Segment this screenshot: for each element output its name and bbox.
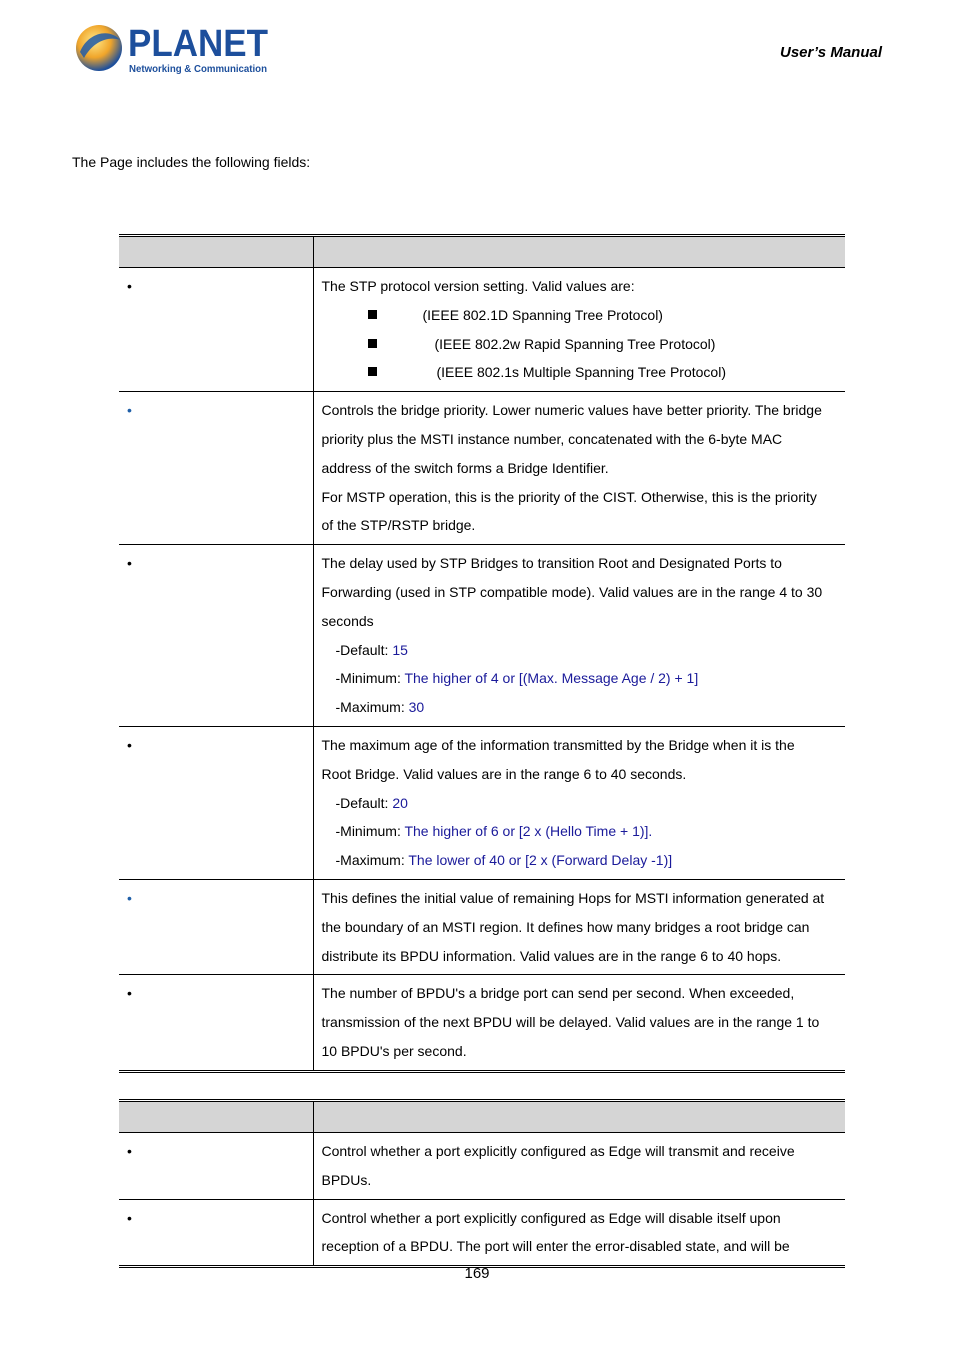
desc-line: BPDUs. (321, 1171, 372, 1188)
description-cell (313, 392, 845, 545)
minimum-value: The higher of 6 or [2 x (Hello Time + 1)]. (404, 823, 653, 840)
version-text: (IEEE 802.1s Multiple Spanning Tree Protocol) (436, 364, 726, 381)
desc-line: The maximum age of the information transmitted by the Bridge when it is the (321, 736, 795, 753)
desc-line: address of the switch forms a Bridge Identifier. (321, 459, 609, 476)
default-value: 20 (392, 794, 408, 811)
desc-line: of the STP/RSTP bridge. (321, 517, 476, 534)
description-cell (313, 726, 845, 879)
default-line (322, 636, 838, 665)
object-cell (119, 545, 313, 727)
default-value: 15 (392, 641, 408, 658)
table-row (119, 268, 845, 392)
bullet-icon: • (127, 278, 132, 294)
bullet-icon: • (127, 889, 132, 906)
desc-line: transmission of the next BPDU will be delayed. Valid values are in the range 1 to (321, 1014, 820, 1031)
desc-line: Control whether a port explicitly configured as Edge will disable itself upon (321, 1209, 781, 1226)
default-label: -Default: (335, 641, 393, 658)
desc-line: priority plus the MSTI instance number, concatenated with the 6-byte MAC (321, 430, 783, 447)
object-cell (119, 879, 313, 974)
description-cell (313, 545, 845, 727)
minimum-line (322, 664, 838, 693)
description-cell (313, 975, 845, 1071)
page-number: 169 (464, 1265, 490, 1282)
object-cell (119, 1199, 313, 1267)
square-bullet-icon (368, 339, 377, 348)
table-row (119, 879, 845, 974)
object-cell (119, 392, 313, 545)
maximum-line (322, 693, 838, 722)
table-row (119, 392, 845, 545)
description-cell (313, 1133, 845, 1200)
bullet-icon: • (127, 1143, 132, 1159)
bullet-icon: • (127, 402, 132, 419)
default-label: -Default: (335, 794, 393, 811)
version-text: (IEEE 802.1D Spanning Tree Protocol) (422, 306, 663, 323)
desc-line: the boundary of an MSTI region. It defines how many bridges a root bridge can (321, 918, 810, 935)
square-bullet-icon (368, 367, 377, 376)
header-cell-description (313, 236, 845, 268)
object-cell (119, 975, 313, 1071)
brand-text: PLANET (128, 23, 268, 65)
table-row (119, 1133, 845, 1200)
desc-line: Controls the bridge priority. Lower numeric values have better priority. The bridge (321, 402, 822, 419)
desc-line: This defines the initial value of remaining Hops for MSTI information generated at (321, 889, 825, 906)
table-row (119, 975, 845, 1071)
table-row (119, 1199, 845, 1267)
stp-fields-table (119, 234, 845, 1073)
version-text: (IEEE 802.2w Rapid Spanning Tree Protocol) (434, 335, 716, 352)
desc-line: The STP protocol version setting. Valid values are: (321, 278, 635, 294)
table-header-row (119, 236, 845, 268)
manual-title: User’s Manual (780, 44, 882, 61)
desc-line: seconds (321, 612, 374, 629)
desc-line: Forwarding (used in STP compatible mode). Valid values are in the range 4 to 30 (321, 583, 823, 600)
intro-text: The Page includes the following fields: (72, 154, 311, 170)
table-row (119, 726, 845, 879)
header-cell-object (119, 1101, 313, 1133)
port-fields-table (119, 1099, 845, 1268)
maximum-label: -Maximum: (335, 699, 409, 716)
minimum-value: The higher of 4 or [(Max. Message Age / 2) + 1] (404, 670, 699, 687)
desc-line: reception of a BPDU. The port will enter the error-disabled state, and will be (321, 1238, 790, 1255)
desc-line: Control whether a port explicitly configured as Edge will transmit and receive (321, 1143, 795, 1159)
description-cell (313, 268, 845, 392)
maximum-label: -Maximum: (335, 852, 409, 869)
table-row (119, 545, 845, 727)
header-cell-object (119, 236, 313, 268)
desc-line: The number of BPDU's a bridge port can send per second. When exceeded, (321, 985, 795, 1002)
version-item (322, 330, 838, 359)
version-item (322, 301, 838, 330)
object-cell (119, 1133, 313, 1200)
maximum-line (322, 846, 838, 875)
version-item (322, 358, 838, 387)
brand-tagline: Networking & Communication (129, 63, 267, 75)
bullet-icon: • (127, 736, 132, 753)
minimum-label: -Minimum: (335, 670, 405, 687)
maximum-value: The lower of 40 or [2 x (Forward Delay -1)] (408, 852, 673, 869)
minimum-line (322, 817, 838, 846)
desc-line: The delay used by STP Bridges to transition Root and Designated Ports to (321, 555, 782, 572)
object-cell (119, 268, 313, 392)
table-header-row (119, 1101, 845, 1133)
object-cell (119, 726, 313, 879)
desc-line: distribute its BPDU information. Valid values are in the range 6 to 40 hops. (321, 947, 782, 964)
desc-line: Root Bridge. Valid values are in the range 6 to 40 seconds. (321, 765, 687, 782)
minimum-label: -Minimum: (335, 823, 405, 840)
desc-line: For MSTP operation, this is the priority of the CIST. Otherwise, this is the priority (321, 488, 817, 505)
bullet-icon: • (127, 1209, 132, 1226)
bullet-icon: • (127, 985, 132, 1002)
desc-line: 10 BPDU's per second. (321, 1042, 467, 1059)
default-line (322, 789, 838, 818)
planet-logo (74, 22, 274, 78)
maximum-value: 30 (408, 699, 425, 716)
bullet-icon: • (127, 555, 132, 572)
square-bullet-icon (368, 310, 377, 319)
header-cell-description (313, 1101, 845, 1133)
description-cell (313, 1199, 845, 1267)
description-cell (313, 879, 845, 974)
